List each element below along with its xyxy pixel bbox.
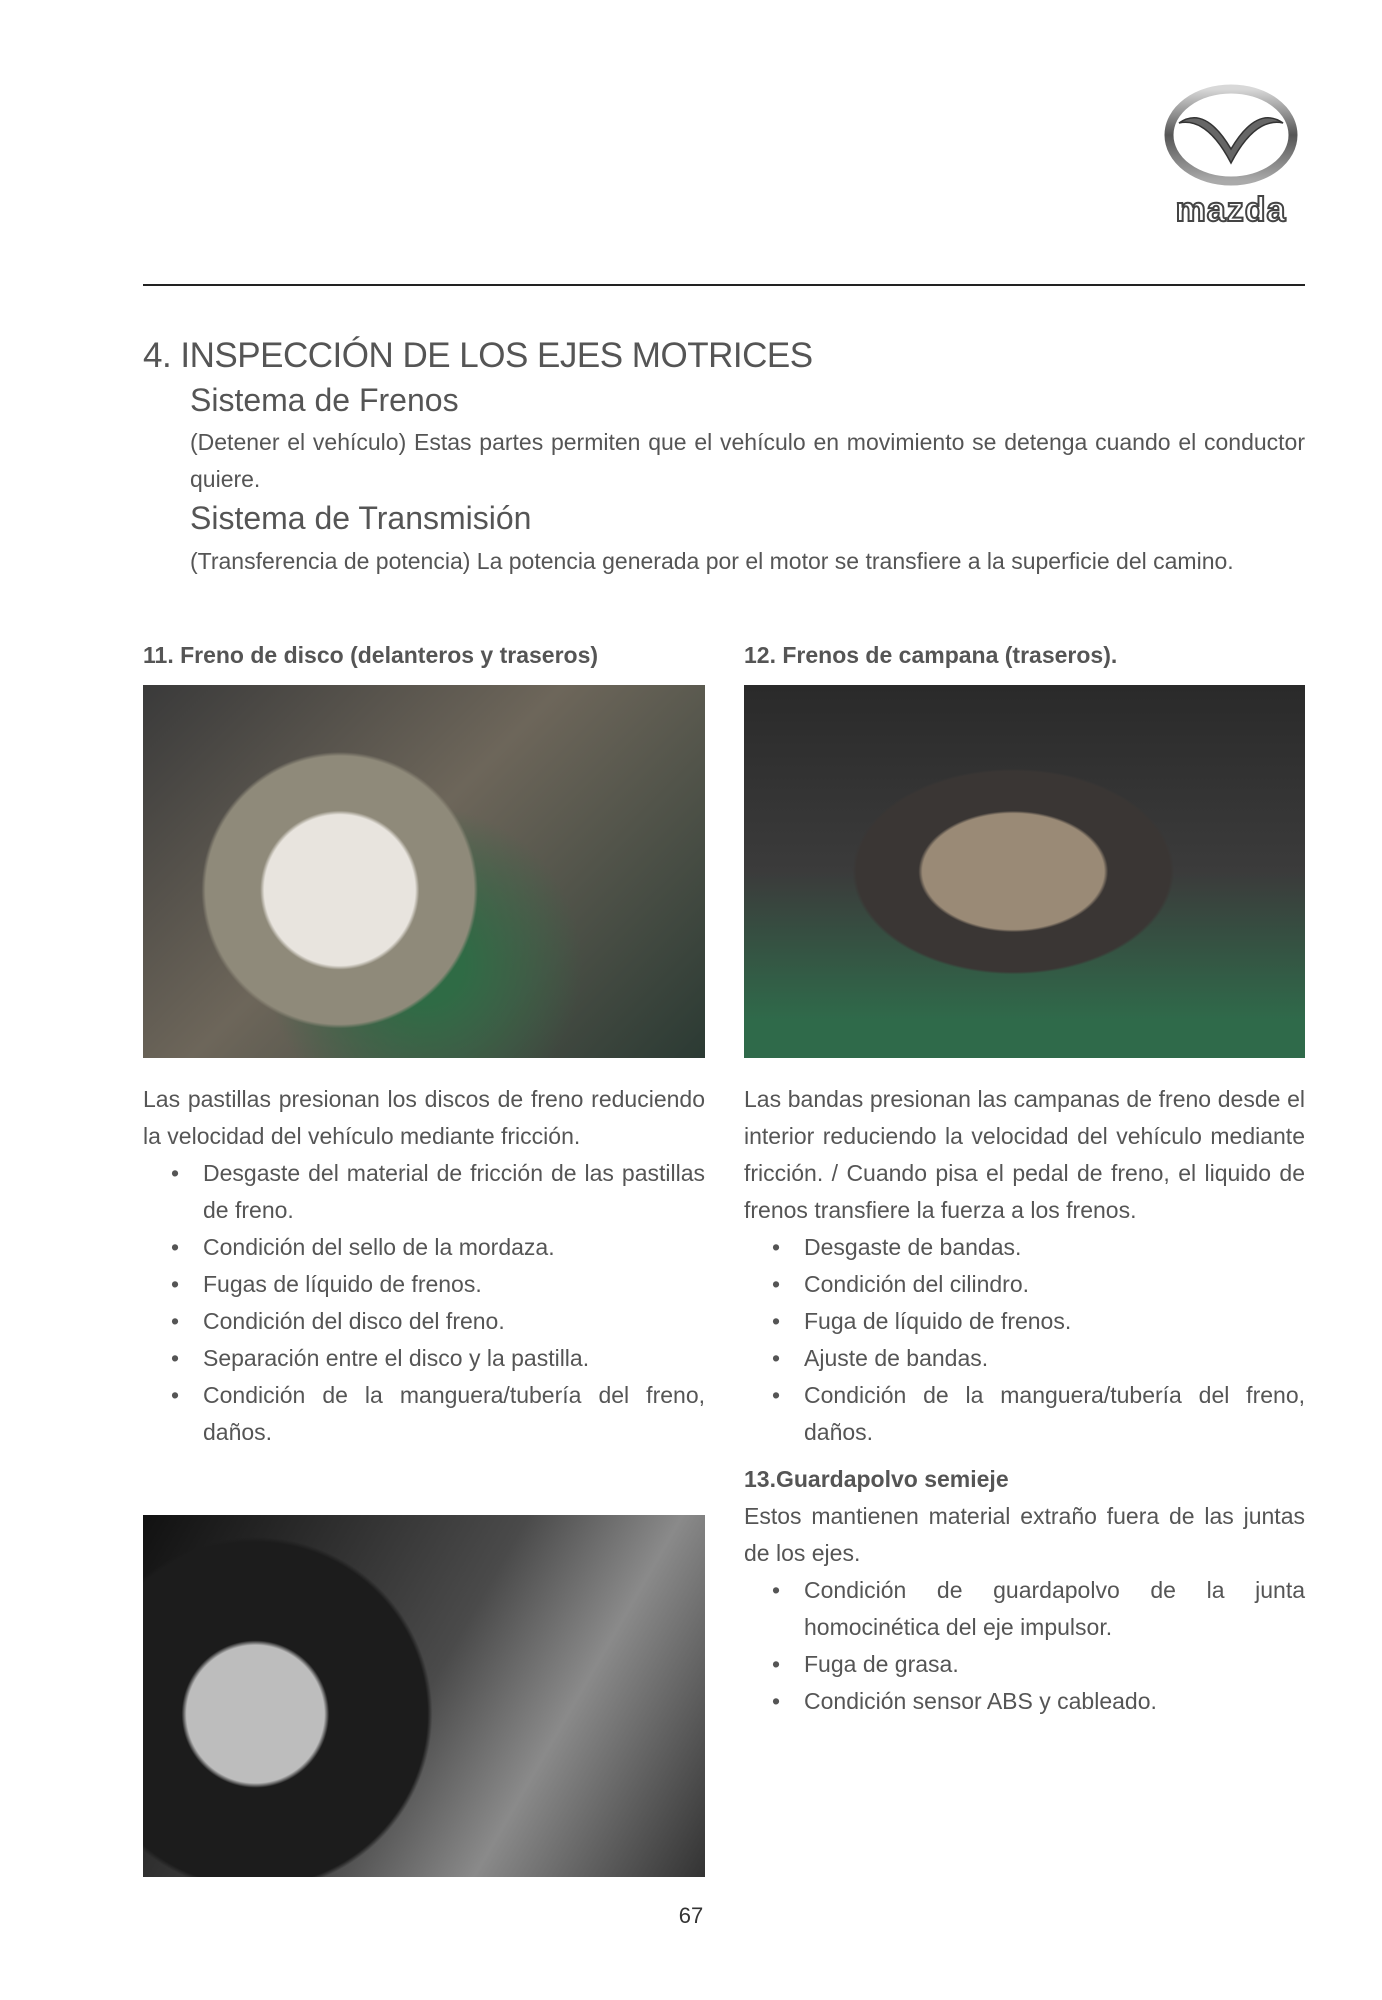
disc-brake-checklist	[143, 1155, 705, 1451]
list-item: • Condición de la manguera/tubería del freno, daños.	[203, 1377, 705, 1451]
list-item: • Condición del disco del freno.	[203, 1303, 705, 1340]
disc-brake-section	[143, 1081, 705, 1451]
list-item: • Desgaste del material de fricción de las pastillas de freno.	[203, 1155, 705, 1229]
list-item: • Condición sensor ABS y cableado.	[804, 1683, 1305, 1720]
list-item: • Fugas de líquido de frenos.	[203, 1266, 705, 1303]
list-item: • Condición de la manguera/tubería del freno, daños.	[804, 1377, 1305, 1451]
transmission-system-text: (Transferencia de potencia) La potencia generada por el motor se transfiere a la superficie del camino.	[190, 548, 1234, 574]
list-item: • Condición del cilindro.	[804, 1266, 1305, 1303]
transmission-system-title: Sistema de Transmisión	[190, 500, 532, 536]
axle-boot-text: Estos mantienen material extraño fuera de las juntas de los ejes.	[744, 1503, 1305, 1566]
drum-brake-section	[744, 1081, 1305, 1720]
drum-brake-title: 12. Frenos de campana (traseros).	[744, 642, 1118, 668]
list-item: • Desgaste de bandas.	[804, 1229, 1305, 1266]
drum-brake-checklist	[744, 1229, 1305, 1451]
mazda-logo	[1155, 83, 1308, 233]
list-item: • Separación entre el disco y la pastilla.	[203, 1340, 705, 1377]
disc-brake-title: 11. Freno de disco (delanteros y traseros)	[143, 642, 599, 668]
svg-text:mazda: mazda	[1175, 191, 1287, 229]
brakes-system-title: Sistema de Frenos	[190, 382, 459, 418]
disc-brake-photo	[143, 685, 705, 1058]
list-item: • Fuga de líquido de frenos.	[804, 1303, 1305, 1340]
list-item: • Fuga de grasa.	[804, 1646, 1305, 1683]
list-item: • Ajuste de bandas.	[804, 1340, 1305, 1377]
axle-boot-title: 13.Guardapolvo semieje	[744, 1466, 1009, 1492]
brakes-system-text: (Detener el vehículo) Estas partes permiten que el vehículo en movimiento se detenga cuando el conductor quiere.	[190, 429, 1305, 492]
axle-boot-checklist	[744, 1572, 1305, 1720]
list-item: • Condición del sello de la mordaza.	[203, 1229, 705, 1266]
axle-boot-photo	[143, 1515, 705, 1877]
disc-brake-text: Las pastillas presionan los discos de freno reduciendo la velocidad del vehículo mediante fricción.	[143, 1086, 705, 1149]
drum-brake-text: Las bandas presionan las campanas de freno desde el interior reduciendo la velocidad del vehículo mediante fricción. / Cuando pisa el pedal de freno, el liquido de frenos transfiere la fuerza a los frenos.	[744, 1086, 1305, 1223]
list-item: • Condición de guardapolvo de la junta homocinética del eje impulsor.	[804, 1572, 1305, 1646]
page-number: 67	[678, 1903, 704, 1928]
header-divider	[143, 284, 1305, 286]
drum-brake-photo	[744, 685, 1305, 1058]
section-heading: 4. INSPECCIÓN DE LOS EJES MOTRICES	[143, 336, 813, 375]
